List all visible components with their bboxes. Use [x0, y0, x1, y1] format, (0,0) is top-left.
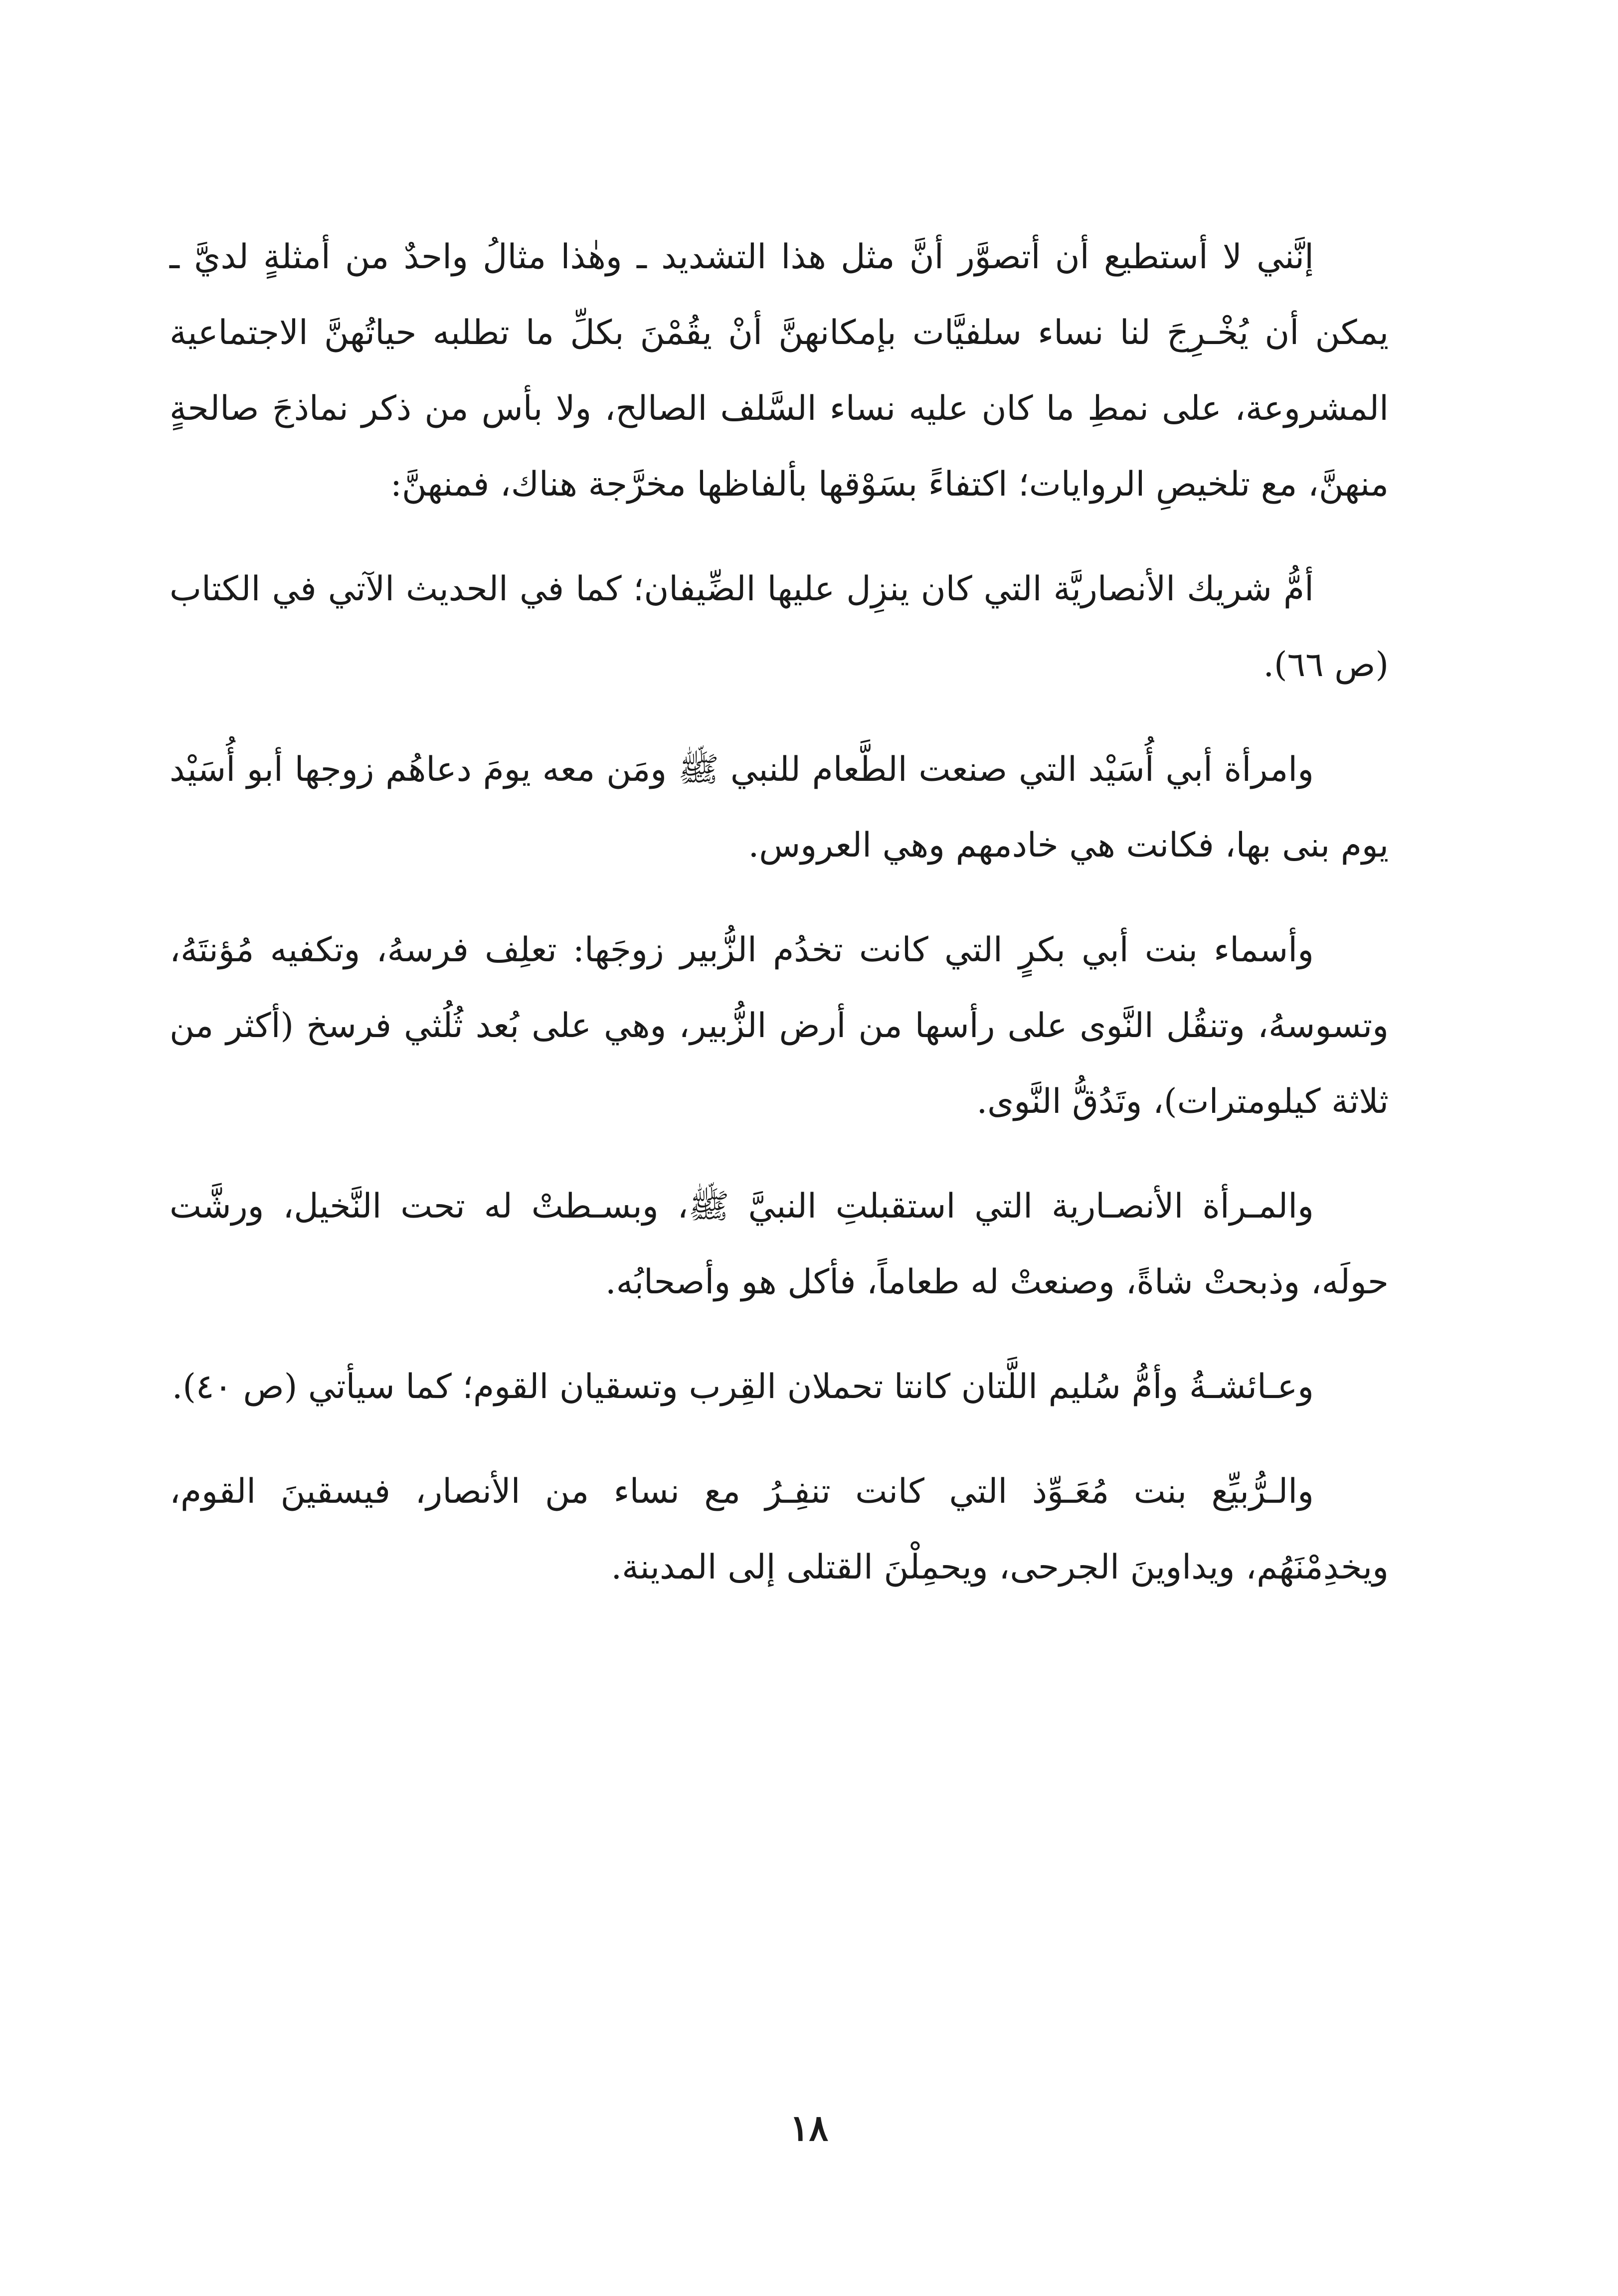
paragraph-rubayyi-bint-muawwidh: والـرُّبيِّع بنت مُعَـوِّذ التي كانت تنفِـرُ مع نساء من الأنصار، فيسقينَ القوم، ويخدِمْنَهُم، ويداوينَ الجرحى، ويحمِلْنَ القتلى إلى المدينة.: [170, 1472, 1389, 1587]
paragraph-ansari-woman: والمـرأة الأنصـارية التي استقبلتِ النبيَّ ﷺ، وبسـطتْ له تحت النَّخيل، ورشَّت حولَه، وذبحتْ شاةً، وصنعتْ له طعاماً، فأكل هو وأصحابُه.: [170, 1187, 1389, 1302]
paragraph-aisha-umm-sulaym: وعـائشـةُ وأمُّ سُليم اللَّتان كانتا تحملان القِرب وتسقيان القوم؛ كما سيأتي (ص ٤٠).: [172, 1367, 1314, 1407]
paragraph-intro: إنَّني لا أستطيع أن أتصوَّر أنَّ مثل هذا التشديد ـ وهٰذا مثالُ واحدٌ من أمثلةٍ لديَّ ـ يمكن أن يُخْـرِجَ لنا نساء سلفيَّات بإمكانهنَّ أنْ يقُمْنَ بكلِّ ما تطلبه حياتُهنَّ الاجتماعية المشروعة، على نمطِ ما كان عليه نساء السَّلف الصالح، ولا بأس من ذكر نماذجَ صالحةٍ منهنَّ، مع تلخيصِ الروايات؛ اكتفاءً بسَوْقها بألفاظها مخرَّجة هناك، فمنهنَّ:: [170, 237, 1389, 504]
page-number: ١٨: [789, 2107, 829, 2149]
paragraph-asma-bint-abi-bakr: وأسماء بنت أبي بكرٍ التي كانت تخدُم الزُّبير زوجَها: تعلِف فرسهُ، وتكفيه مُؤنتَهُ، وتسوسهُ، وتنقُل النَّوى على رأسها من أرض الزُّبير، وهي على بُعد ثُلُثي فرسخ (أكثر من ثلاثة كيلومترات)، وتَدُقُّ النَّوى.: [170, 930, 1389, 1121]
paragraph-umm-sharik: أمُّ شريك الأنصاريَّة التي كان ينزِل عليها الضِّيفان؛ كما في الحديث الآتي في الكتاب (ص ٦٦).: [170, 569, 1389, 685]
paragraph-wife-of-abu-usayd: وامرأة أبي أُسَيْد التي صنعت الطَّعام للنبي ﷺ ومَن معه يومَ دعاهُم زوجها أبو أُسَيْد يوم بنى بها، فكانت هي خادمهم وهي العروس.: [170, 750, 1389, 865]
body-text: [170, 219, 1389, 1634]
